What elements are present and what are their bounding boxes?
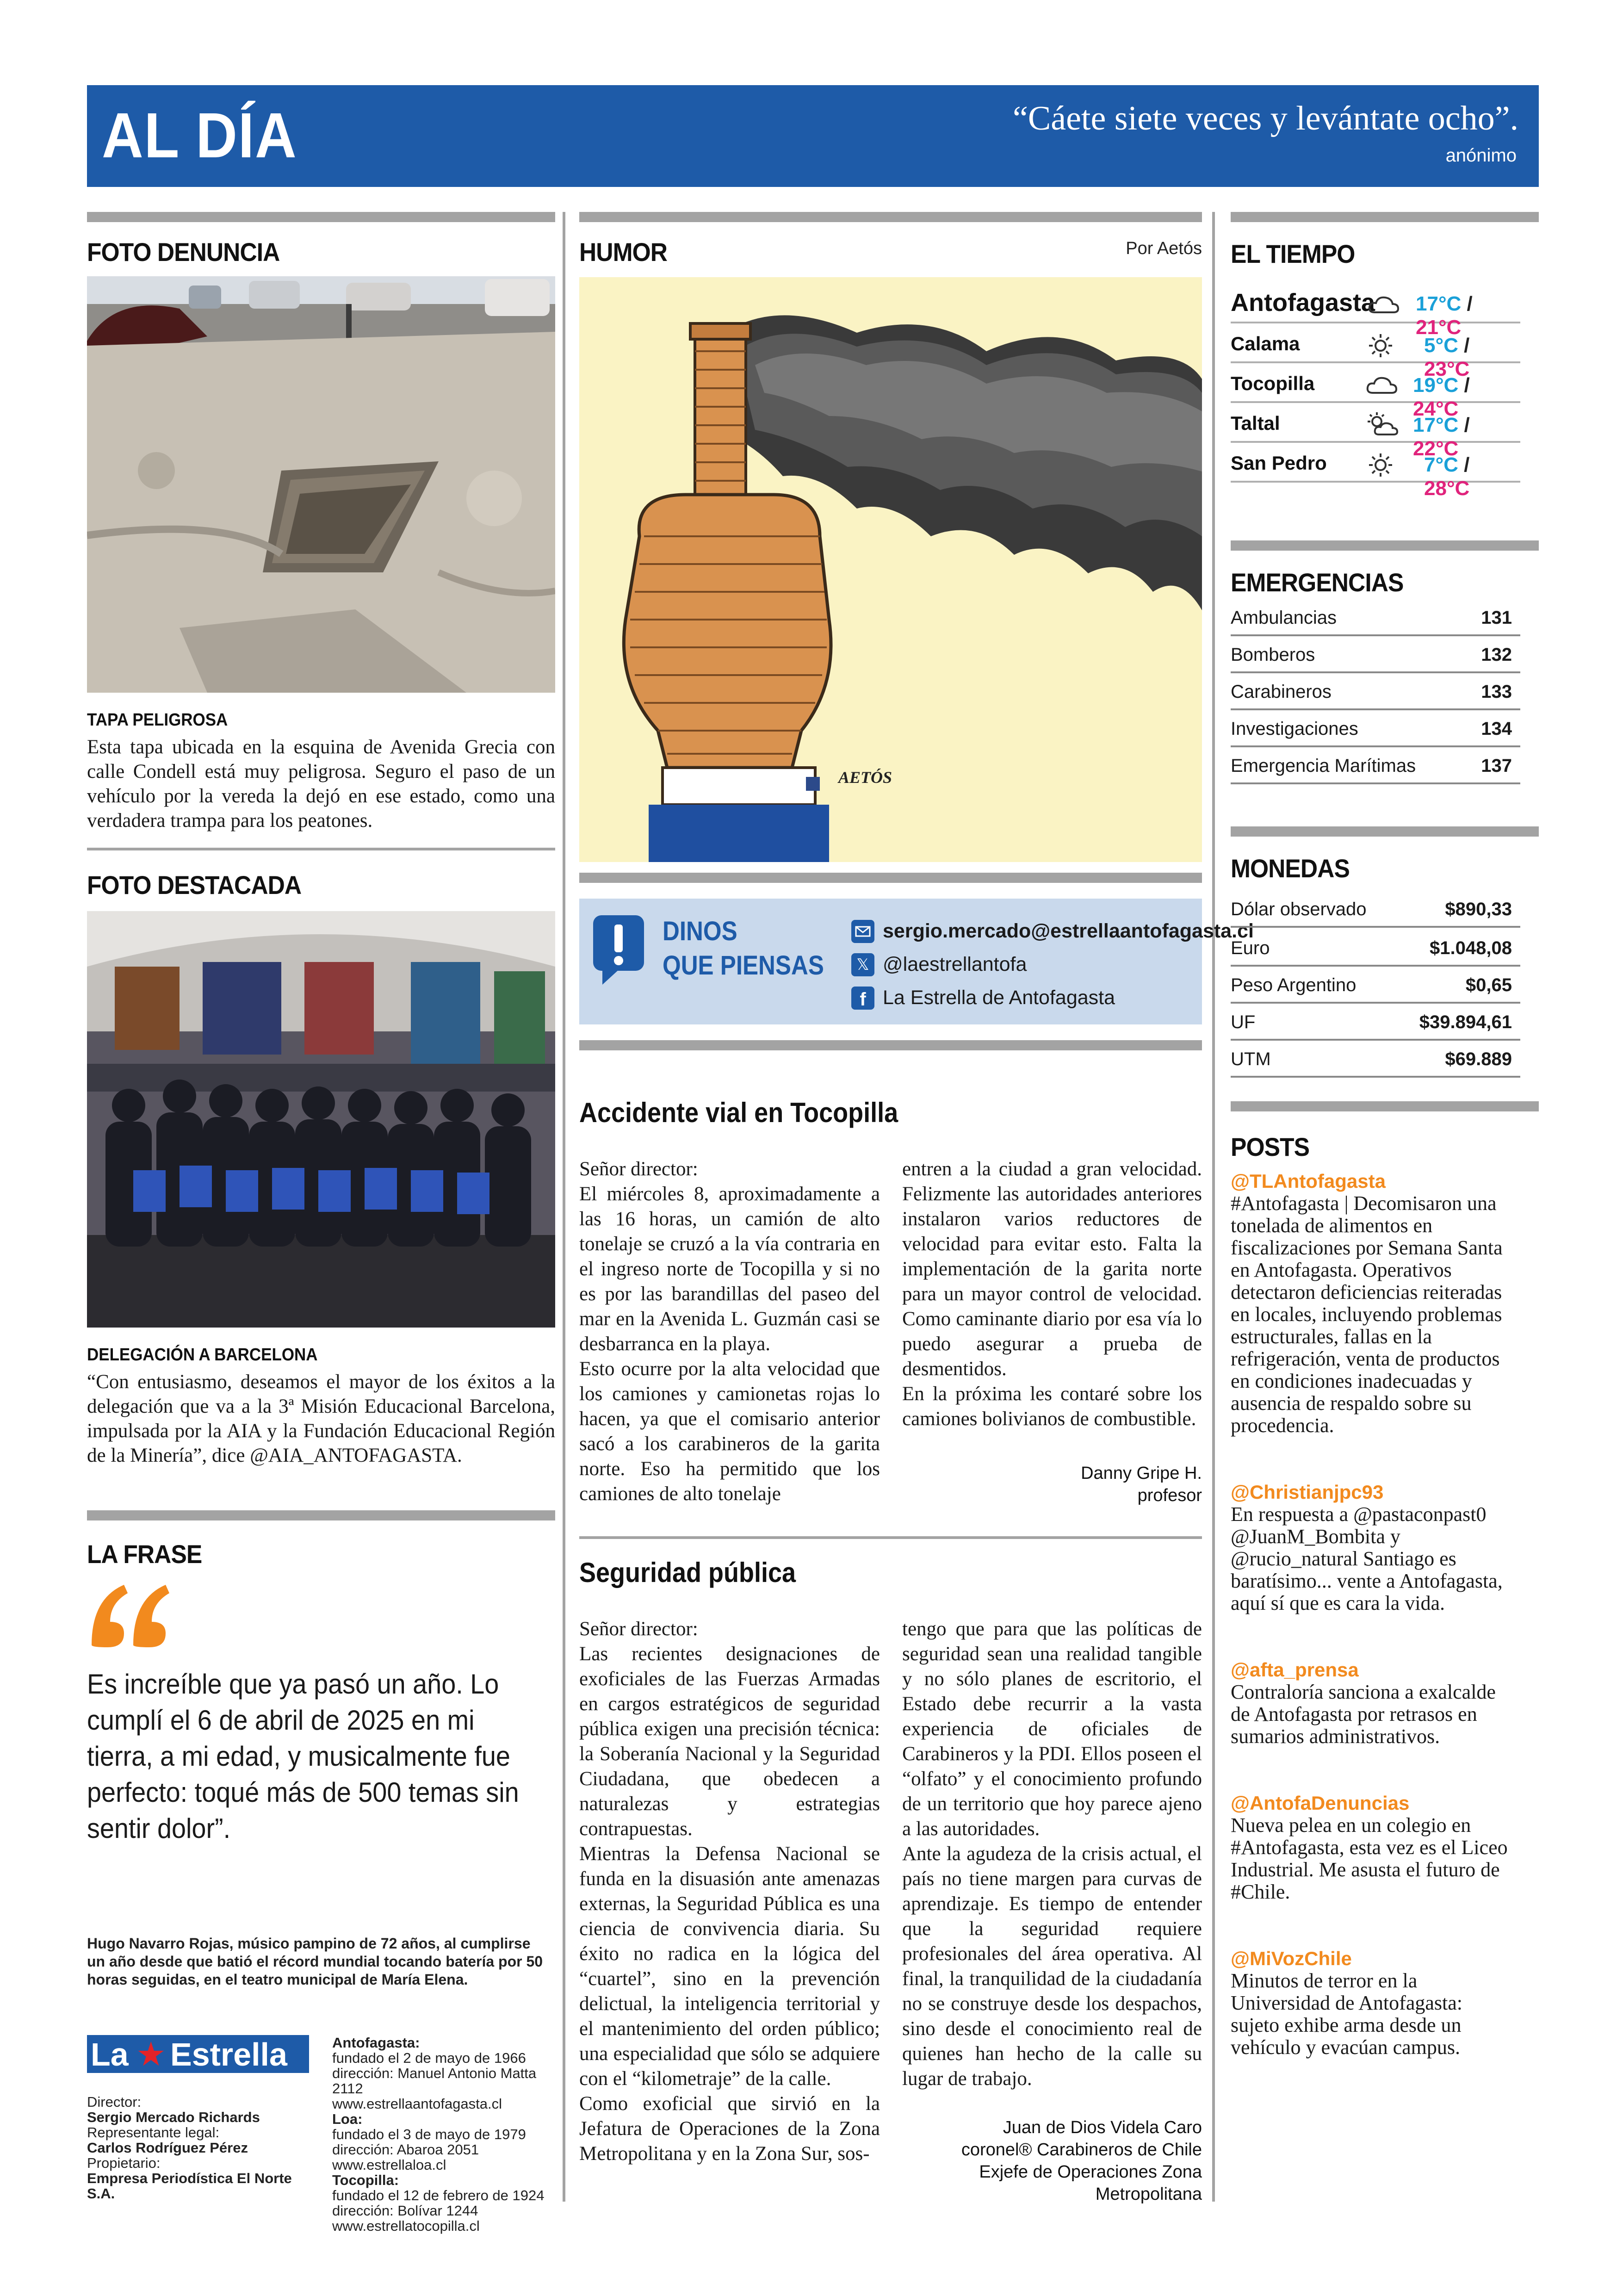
- edition-web[interactable]: www.estrellatocopilla.cl: [332, 2218, 480, 2234]
- letter-author-role2: Exjefe de Operaciones Zona Metropolitana: [979, 2162, 1202, 2204]
- section-title: LA FRASE: [87, 1539, 202, 1569]
- section-title: FOTO DENUNCIA: [87, 237, 280, 267]
- owner-name: Empresa Periodística El Norte S.A.: [87, 2170, 292, 2202]
- quote-mark-icon: [87, 1580, 555, 1650]
- speech-alert-icon: [593, 915, 644, 985]
- temp-min: 7°C: [1424, 453, 1458, 476]
- emergency-row: [1231, 710, 1520, 747]
- post-item: [1231, 1792, 1539, 1903]
- la-frase-section: [87, 1510, 555, 1989]
- section-title: FOTO DESTACADA: [87, 870, 302, 900]
- section-rule: [87, 848, 555, 850]
- temp-min: 5°C: [1424, 334, 1458, 357]
- currency-value: $1.048,08: [1430, 938, 1512, 958]
- post-item: [1231, 1170, 1539, 1437]
- currency-row: [1231, 930, 1520, 967]
- partly-cloudy-icon: [1366, 411, 1399, 440]
- post-text: Nueva pelea en un colegio en #Antofagasta, esta vez es el Liceo Industrial. Me asusta el futuro de #Chile.: [1231, 1814, 1508, 1903]
- contact-facebook-text[interactable]: La Estrella de Antofagasta: [883, 987, 1115, 1009]
- star-icon: ★: [136, 2036, 166, 2073]
- edition-founded: fundado el 12 de febrero de 1924: [332, 2187, 545, 2203]
- currency-value: $890,33: [1445, 899, 1512, 919]
- emergency-label: Ambulancias: [1231, 608, 1337, 628]
- emergency-number: 132: [1481, 645, 1512, 665]
- caption-title: DELEGACIÓN A BARCELONA: [87, 1345, 318, 1365]
- header-banner: [87, 85, 1539, 187]
- letter-title: Accidente vial en Tocopilla: [579, 1097, 898, 1128]
- letter-signature: [902, 1462, 1202, 1507]
- section-rule: [579, 1040, 1202, 1050]
- weather-city: San Pedro: [1231, 452, 1327, 474]
- currency-label: Dólar observado: [1231, 899, 1367, 919]
- director-name: Sergio Mercado Richards: [87, 2109, 260, 2125]
- edition-address: dirección: Bolívar 1244: [332, 2203, 478, 2219]
- letter-author: Juan de Dios Videla Caro: [1003, 2118, 1202, 2137]
- humor-cartoon: [579, 277, 1202, 862]
- dinos-title-line2: QUE PIENSAS: [663, 950, 824, 980]
- emergency-row: [1231, 673, 1520, 710]
- currency-row: [1231, 967, 1520, 1004]
- cloud-icon: [1366, 373, 1398, 399]
- post-item: [1231, 1481, 1539, 1614]
- legal-name: Carlos Rodríguez Pérez: [87, 2140, 248, 2156]
- temp-max: 23°C: [1424, 358, 1470, 380]
- letter-col2: entren a la ciudad a gran velocidad. Felizmente las autoridades anteriores instalaron varios reductores de velocidad para evitar esto. Falta la implementación de la garita norte para un mayor control de velocidad. Como caminante diario por esa vía lo puedo asegurar a prueba de desmentidos. En la próxima les contaré sobre los camiones bolivianos de combustible.: [902, 1158, 1202, 1430]
- post-text: Contraloría sanciona a exalcalde de Antofagasta por retrasos en sumarios administrativos.: [1231, 1681, 1496, 1748]
- section-title: MONEDAS: [1231, 854, 1350, 883]
- edition-address: dirección: Manuel Antonio Matta 2112: [332, 2065, 537, 2097]
- legal-label: Representante legal:: [87, 2124, 220, 2141]
- currency-label: Euro: [1231, 938, 1270, 958]
- director-label: Director:: [87, 2094, 142, 2110]
- weather-table: [1231, 282, 1539, 500]
- currency-value: $0,65: [1465, 975, 1512, 995]
- edition-web[interactable]: www.estrellaantofagasta.cl: [332, 2096, 502, 2112]
- weather-city: Tocopilla: [1231, 372, 1315, 394]
- caption-text: “Con entusiasmo, deseamos el mayor de los éxitos a la delegación que va a la 3ª Misión Educacional Barcelona, impulsada por la AIA y la Fundación Educacional Región de la Minería”, dice @AIA_ANTOFAGASTA.: [87, 1371, 555, 1466]
- cloud-icon: [1368, 293, 1400, 318]
- letter-col1: Señor director: El miércoles 8, aproximadamente a las 16 horas, un camión de alto tonelaje se cruzó a la vía contraria en el ingreso norte de Tocopilla y si no es por las barandillas del paseo del mar en la Avenida L. Guzmán casi se desbarranca en la playa. Esto ocurre por la alta velocidad que los camiones y camionetas rojas lo hacen, ya que el comisario anterior sacó a los carabineros de la garita norte. Eso ha permitido que los camiones de alto tonelaje: [579, 1158, 880, 1505]
- emergency-table: [1231, 599, 1539, 794]
- emergency-row: [1231, 599, 1520, 636]
- section-rule: [579, 212, 1202, 222]
- caption-text: Esta tapa ubicada en la esquina de Avenida Grecia con calle Condell está muy peligrosa. Seguro el paso de un vehículo por la vereda la dejó en ese estado, como una verdadera trampa para los peatones.: [87, 736, 555, 832]
- weather-temps: 19°C / 24°C: [1413, 374, 1470, 420]
- masthead-staff: [87, 2094, 318, 2201]
- emergency-label: Emergencia Marítimas: [1231, 756, 1416, 776]
- estrella-logo: [87, 2035, 309, 2073]
- monedas-section: [1231, 826, 1539, 1085]
- contact-email-text[interactable]: sergio.mercado@estrellaantofagasta.cl: [883, 920, 1254, 942]
- letter-author-role: profesor: [1137, 1486, 1202, 1505]
- header-quote: “Cáete siete veces y levántate ocho”.: [1013, 99, 1518, 137]
- temp-min: 17°C: [1416, 292, 1462, 315]
- section-rule: [1231, 540, 1539, 551]
- contact-x-text[interactable]: @laestrellantofa: [883, 953, 1027, 975]
- letter-author: Danny Gripe H.: [1081, 1464, 1202, 1483]
- temp-min: 19°C: [1413, 374, 1459, 397]
- foto-destacada-section: [87, 870, 555, 1468]
- dinos-title-line1: DINOS: [663, 916, 737, 946]
- section-rule: [1231, 212, 1539, 222]
- post-handle[interactable]: @AntofaDenuncias: [1231, 1792, 1410, 1814]
- edition-city: Antofagasta:: [332, 2035, 420, 2051]
- temp-max: 24°C: [1413, 397, 1459, 420]
- emergency-row: [1231, 636, 1520, 673]
- facebook-icon: f: [851, 987, 874, 1010]
- emergency-row: [1231, 747, 1520, 784]
- column-divider: [1212, 212, 1215, 2202]
- post-handle[interactable]: @TLAntofagasta: [1231, 1170, 1386, 1192]
- emergency-label: Carabineros: [1231, 682, 1332, 702]
- weather-temps: 7°C / 28°C: [1424, 453, 1470, 500]
- post-text: Minutos de terror en la Universidad de Antofagasta: sujeto exhibe arma desde un vehículo y evacúan campus.: [1231, 1969, 1462, 2059]
- weather-row: [1231, 323, 1520, 380]
- foto-denuncia-section: [87, 212, 555, 850]
- weather-city: Antofagasta: [1231, 289, 1375, 316]
- section-rule: [1231, 826, 1539, 837]
- post-item: [1231, 1948, 1539, 2059]
- weather-row: [1231, 403, 1520, 460]
- emergency-label: Bomberos: [1231, 645, 1315, 665]
- emergency-number: 133: [1481, 682, 1512, 702]
- post-handle[interactable]: @afta_prensa: [1231, 1659, 1359, 1681]
- currency-row: [1231, 1041, 1520, 1078]
- section-rule: [87, 212, 555, 222]
- weather-row: [1231, 443, 1520, 500]
- sun-icon: [1368, 333, 1394, 361]
- edition-city: Tocopilla:: [332, 2172, 399, 2188]
- section-rule: [579, 1536, 1202, 1539]
- letter-col2: tengo que para que las políticas de seguridad sean una realidad tangible y no sólo planes de escritorio, el Estado debe recurrir a la vasta experiencia de oficiales de Carabineros y la PDI. Ellos poseen el “olfato” y el conocimiento profundo de un territorio que hoy parece ajeno a las autoridades. Ante la agudeza de la crisis actual, el país no tiene margen para curvas de aprendizaje. Es tiempo de entender que la seguridad requiere profesionales del área operativa. Al final, la tranquilidad de la ciudadanía no se construye desde los despachos, sino desde el conocimiento real de quienes han hecho de la calle su lugar de trabajo.: [902, 1618, 1202, 2090]
- masthead-footer: [87, 2035, 555, 2234]
- temp-max: 22°C: [1413, 437, 1459, 460]
- edition-city: Loa:: [332, 2111, 363, 2127]
- post-text: En respuesta a @pastaconpast0 @JuanM_Bombita y @rucio_natural Santiago es baratísimo... vente a Antofagasta, aquí sí que es cara la vida.: [1231, 1503, 1503, 1614]
- section-title: EMERGENCIAS: [1231, 568, 1404, 597]
- currency-row: [1231, 1004, 1520, 1041]
- pothole-photo: [87, 276, 555, 693]
- letter-accidente: [579, 1097, 1202, 1505]
- edition-founded: fundado el 3 de mayo de 1979: [332, 2126, 526, 2142]
- humor-section: [579, 212, 1202, 862]
- post-text: #Antofagasta | Decomisaron una tonelada de alimentos en fiscalizaciones por Semana Santa en Antofagasta. Operativos detectaron deficiencias reiteradas en locales, incluyendo problemas estructurales, fallas en la refrigeración, venta de productos en condiciones inadecuadas y ausencia de respaldo sobre su procedencia.: [1231, 1192, 1503, 1437]
- letter-signature: [878, 2116, 1202, 2205]
- edition-web[interactable]: www.estrellaloa.cl: [332, 2157, 446, 2173]
- currency-label: UTM: [1231, 1049, 1271, 1069]
- dinos-title: [663, 914, 824, 983]
- page-section-title: AL DÍA: [102, 100, 297, 171]
- weather-temps: 5°C / 23°C: [1424, 334, 1470, 380]
- logo-text-estrella: Estrella: [170, 2036, 287, 2073]
- temp-max: 28°C: [1424, 477, 1470, 500]
- post-item: [1231, 1659, 1539, 1748]
- letter-author-role: coronel® Carabineros de Chile: [961, 2140, 1202, 2159]
- letter-seguridad: [579, 1557, 1202, 2204]
- weather-row: [1231, 282, 1520, 339]
- letter-title: Seguridad pública: [579, 1557, 796, 1588]
- caption-title: TAPA PELIGROSA: [87, 710, 228, 730]
- weather-city: Calama: [1231, 333, 1300, 354]
- currency-value: $69.889: [1445, 1049, 1512, 1069]
- sun-icon: [1368, 452, 1394, 480]
- emergency-number: 137: [1481, 756, 1512, 776]
- header-quote-author: anónimo: [1445, 145, 1517, 166]
- currency-table: [1231, 891, 1539, 1085]
- currency-label: UF: [1231, 1012, 1256, 1032]
- post-handle[interactable]: @MiVozChile: [1231, 1948, 1352, 1969]
- weather-city: Taltal: [1231, 412, 1280, 434]
- emergencias-section: [1231, 540, 1539, 794]
- currency-row: [1231, 891, 1520, 928]
- column-divider: [563, 212, 565, 2202]
- cartoon-signature: AETÓS: [838, 768, 892, 787]
- currency-label: Peso Argentino: [1231, 975, 1357, 995]
- emergency-number: 134: [1481, 719, 1512, 739]
- section-title: POSTS: [1231, 1132, 1310, 1161]
- edition-address: dirección: Abaroa 2051: [332, 2141, 479, 2158]
- weather-temps: 17°C / 22°C: [1413, 414, 1470, 460]
- logo-text-la: La: [91, 2036, 129, 2073]
- section-title: EL TIEMPO: [1231, 239, 1355, 268]
- x-logo-icon: 𝕏: [851, 953, 874, 976]
- emergency-label: Investigaciones: [1231, 719, 1358, 739]
- temp-max: 21°C: [1416, 316, 1462, 339]
- temp-min: 17°C: [1413, 414, 1459, 436]
- section-rule: [579, 873, 1202, 883]
- tiempo-section: [1231, 212, 1539, 500]
- masthead-editions: [332, 2035, 554, 2234]
- post-handle[interactable]: @Christianjpc93: [1231, 1481, 1384, 1503]
- edition-founded: fundado el 2 de mayo de 1966: [332, 2050, 526, 2066]
- frase-caption: Hugo Navarro Rojas, músico pampino de 72 años, al cumplirse un año desde que batió el récord mundial tocando batería por 50 horas seguidas, en el teatro municipal de María Elena.: [87, 1935, 543, 1988]
- emergency-number: 131: [1481, 608, 1512, 628]
- mail-icon: [851, 920, 874, 943]
- letter-col1: Señor director: Las recientes designaciones de exoficiales de las Fuerzas Armadas en cargos estratégicos de seguridad pública exigen una precisión técnica: la Soberanía Nacional y la Seguridad Ciudadana, que obedecen a naturalezas y estrategias contrapuestas. Mientras la Defensa Nacional se funda en la disuasión ante amenazas externas, la Seguridad Pública es una ciencia de convivencia diaria. Su éxito no radica en la lógica del “cuartel”, sino en la prevención delictual, la inteligencia territorial y el mantenimiento del orden público; una especialidad que sólo se adquiere con el “kilometraje” de la calle. Como exoficial que sirvió en la Jefatura de Operaciones de la Zona Metropolitana y en la Zona Sur, sos-: [579, 1618, 880, 2165]
- currency-value: $39.894,61: [1419, 1012, 1512, 1032]
- weather-row: [1231, 363, 1520, 420]
- frase-quote: Es increíble que ya pasó un año. Lo cumplí el 6 de abril de 2025 en mi tierra, a mi edad, y musicalmente fue perfecto: toqué más de 500 temas sin sentir dolor”.: [87, 1669, 519, 1844]
- section-rule: [87, 1510, 555, 1520]
- delegation-photo: [87, 911, 555, 1328]
- owner-label: Propietario:: [87, 2155, 161, 2171]
- humor-byline: Por Aetós: [1126, 239, 1202, 258]
- posts-section: [1231, 1101, 1539, 2059]
- section-title: HUMOR: [579, 237, 668, 267]
- section-rule: [1231, 1101, 1539, 1111]
- weather-temps: 17°C / 21°C: [1416, 292, 1473, 339]
